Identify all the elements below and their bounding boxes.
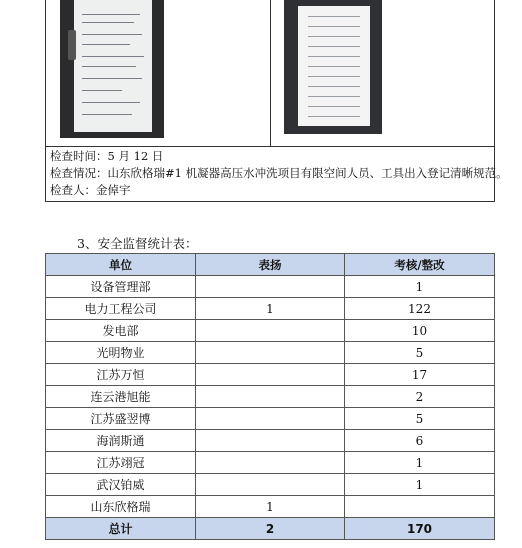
table-row [46,320,495,342]
assess-cell: 17 [345,364,495,386]
section-title: 3、安全监督统计表： [77,236,198,251]
safety-stats-table [45,253,495,540]
table-row [46,430,495,452]
total-row [46,518,495,540]
inspection-time: 检查时间：5 月 12 日 [50,149,164,163]
table-row [46,474,495,496]
log-sheet [298,6,370,126]
assess-cell: 1 [345,474,495,496]
praise-cell [196,364,345,386]
inspector: 检查人：金倬宇 [50,183,131,197]
table-row [46,298,495,320]
table-row [46,408,495,430]
assess-cell: 1 [345,276,495,298]
unit-cell: 山东欣格瑞 [46,496,196,518]
inspection-situation: 检查情况：山东欣格瑞#1 机凝器高压水冲洗项目有限空间人员、工具出入登记清晰规范。 [50,166,508,180]
praise-cell [196,342,345,364]
header-assess: 考核/整改 [345,254,495,276]
clipboard-photo-left [60,0,164,138]
unit-cell: 连云港旭能 [46,386,196,408]
praise-cell: 1 [196,496,345,518]
table-row [46,452,495,474]
assess-cell: 5 [345,342,495,364]
header-praise: 表扬 [196,254,345,276]
table-row [46,342,495,364]
assess-cell [345,496,495,518]
praise-cell [196,386,345,408]
table-row [46,386,495,408]
document-sheet [74,0,152,132]
clipboard-clip-icon [68,30,76,60]
assess-cell: 10 [345,320,495,342]
unit-cell: 电力工程公司 [46,298,196,320]
clipboard-photo-right [284,0,382,134]
assess-cell: 122 [345,298,495,320]
table-row [46,364,495,386]
unit-cell: 江苏万恒 [46,364,196,386]
table-row [46,276,495,298]
praise-cell [196,452,345,474]
unit-cell: 江苏盛翌博 [46,408,196,430]
unit-cell: 设备管理部 [46,276,196,298]
unit-cell: 光明物业 [46,342,196,364]
praise-cell [196,320,345,342]
table-row [46,496,495,518]
total-praise: 2 [196,518,345,540]
assess-cell: 1 [345,452,495,474]
praise-cell [196,408,345,430]
total-assess: 170 [345,518,495,540]
assess-cell: 6 [345,430,495,452]
assess-cell: 2 [345,386,495,408]
praise-cell [196,474,345,496]
inspection-info [45,146,508,202]
praise-cell [196,430,345,452]
assess-cell: 5 [345,408,495,430]
unit-cell: 武汉铂威 [46,474,196,496]
praise-cell: 1 [196,298,345,320]
unit-cell: 海润斯通 [46,430,196,452]
header-unit: 单位 [46,254,196,276]
photo-divider [270,0,271,146]
total-label: 总计 [46,518,196,540]
table-header-row [46,254,495,276]
unit-cell: 发电部 [46,320,196,342]
unit-cell: 江苏翊冠 [46,452,196,474]
praise-cell [196,276,345,298]
